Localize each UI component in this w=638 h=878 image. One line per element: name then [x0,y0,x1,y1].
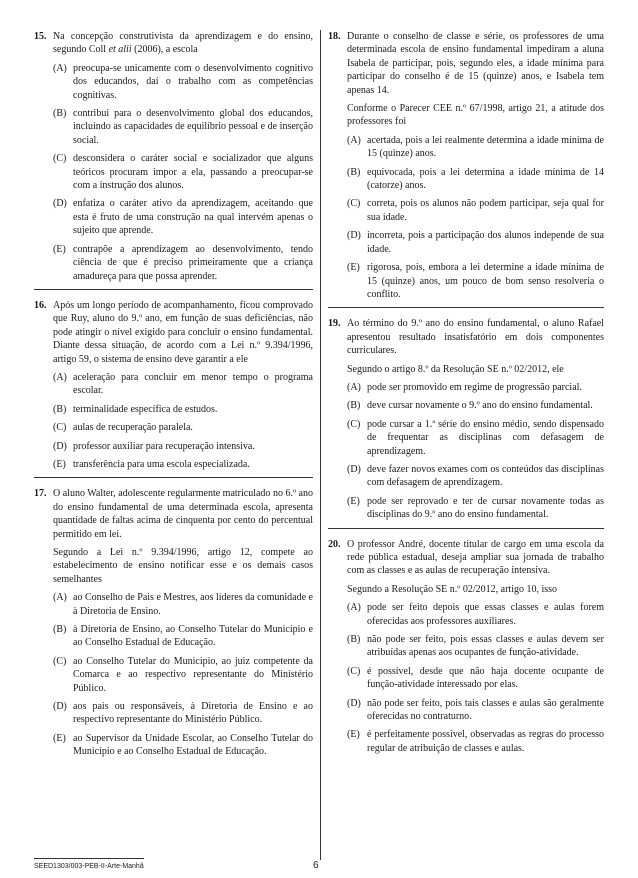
option-b: (B) equivocada, pois a lei determina a idade mínima de 14 (catorze) anos. [347,166,604,192]
option-c: (C) é possível, desde que não haja docente ocupante de função-atividade interessado por elas. [347,665,604,691]
option-b: (B) terminalidade específica de estudos. [53,403,218,415]
option-b: (B) não pode ser feito, pois essas classes e aulas devem ser atribuídas apenas aos ocupantes de função-atividade. [347,634,604,659]
question-number: 17. [34,488,47,500]
option-c: (C) correta, pois os alunos não podem participar, seja qual for sua idade. [347,198,604,223]
question-16 [34,299,313,471]
question-stem: Na concepção construtivista da aprendizagem e do ensino, segundo Coll et alii (2006), a escola [53,31,313,56]
page-number: 6 [313,860,319,871]
question-prompt: Segundo a Lei n.º 9.394/1996, artigo 12, compete ao estabelecimento de ensino notificar esse e os demais casos semelhantes [53,547,313,585]
question-stem: O aluno Walter, adolescente regularmente matriculado no 6.º ano do ensino fundamental de uma determinada escola, apresenta quantidade de faltas acima de cinquenta por cento do percentual permitido em lei. [53,488,313,540]
option-b: (B) à Diretoria de Ensino, ao Conselho Tutelar do Município e ao Conselho Estadual de Educação. [53,624,313,649]
option-c: (C) aulas de recuperação paralela. [53,422,193,434]
option-d: (D) incorreta, pois a participação dos alunos independe de sua idade. [347,230,604,255]
question-19 [328,317,604,521]
option-e: (E) contrapõe a aprendizagem ao desenvolvimento, tendo ciência de que é preciso primeiramente que a criança amadureça para que possa aprender. [53,243,313,282]
option-a: (A) pode ser promovido em regime de progressão parcial. [347,381,582,393]
option-a: (A) pode ser feito depois que essas classes e aulas forem oferecidas aos professores auxiliares. [347,602,604,627]
question-stem: Ao término do 9.º ano do ensino fundamental, o aluno Rafael apresentou resultado insatisfatório em dois componentes curriculares. [347,318,604,357]
option-d: (D) aos pais ou responsáveis, à Diretoria de Ensino e ao respectivo representante do Ministério Público. [53,701,313,726]
question-20 [328,538,604,756]
left-column [34,30,313,764]
question-number: 15. [34,31,47,42]
question-number: 18. [328,31,341,42]
option-a: (A) ao Conselho de Pais e Mestres, aos líderes da comunidade e à Diretoria de Ensino. [53,592,313,617]
option-e: (E) transferência para uma escola especializada. [53,458,250,470]
question-separator [328,307,604,308]
option-list [347,601,604,755]
question-separator [34,289,313,290]
option-d: (D) não pode ser feito, pois tais classes e aulas são geralmente oferecidas no contraturno. [347,697,604,723]
option-list [53,371,313,471]
question-prompt: Conforme o Parecer CEE n.º 67/1998, artigo 21, a atitude dos professores foi [347,103,604,128]
question-17 [34,487,313,758]
option-a: (A) aceleração para concluir em menor tempo o programa escolar. [53,371,313,397]
question-number: 16. [34,299,47,311]
option-d: (D) deve fazer novos exames com os conteúdos das disciplinas com defasagem de aprendizagem. [347,463,604,489]
option-list [347,134,604,301]
footer-rule [34,858,144,859]
question-prompt: Segundo a Resolução SE n.º 02/2012, artigo 10, isso [347,583,558,595]
option-a: (A) preocupa-se unicamente com o desenvolvimento cognitivo dos educandos, daí o trabalho com as competências cognitivas. [53,62,313,101]
option-e: (E) ao Supervisor da Unidade Escolar, ao Conselho Tutelar do Município e ao Conselho Estadual de Educação. [53,732,313,758]
option-c: (C) desconsidera o caráter social e socializador que alguns teóricos procuram impor a ela, passando a preocupar-se com a instrução dos alunos. [53,153,313,192]
question-separator [34,477,313,478]
option-d: (D) professor auxiliar para recuperação intensiva. [53,440,255,452]
right-column [328,30,604,760]
question-18 [328,30,604,301]
question-number: 20. [328,538,341,550]
option-e: (E) pode ser reprovado e ter de cursar novamente todas as disciplinas do 9.º ano do ensino fundamental. [347,495,604,521]
question-stem: Após um longo período de acompanhamento, ficou comprovado que Ruy, aluno do 9.º ano, em função de suas deficiências, não pode atingir o nível exigido para concluir o ensino fundamental. Diante dessa situação, de acordo com a Lei n.º 9.394/1996, artigo 59, o sistema de ensino deve garantir a ele [53,299,313,365]
option-b: (B) contribui para o desenvolvimento global dos educandos, incluindo as capacidades de equilíbrio pessoal e de inserção social. [53,108,313,146]
footer-code: SEED1303/003-PEB-II-Arte-Manhã [34,863,144,870]
question-15 [34,30,313,283]
option-c: (C) ao Conselho Tutelar do Município, ao juiz competente da Comarca e ao respectivo representante do Ministério Público. [53,655,313,694]
option-list [53,62,313,283]
question-prompt: Segundo o artigo 8.º da Resolução SE n.º 02/2012, ele [347,363,564,375]
option-b: (B) deve cursar novamente o 9.º ano do ensino fundamental. [347,400,593,412]
question-separator [328,528,604,529]
option-list [347,381,604,522]
option-e: (E) rigorosa, pois, embora a lei determine a idade mínima de 15 (quinze) anos, um pouco de bom senso resolveria o conflito. [347,262,604,300]
option-list [53,591,313,758]
column-divider [320,30,321,860]
question-number: 19. [328,318,341,330]
question-stem: Durante o conselho de classe e série, os professores de uma determinada escola de ensino fundamental impediram a aluna Isabela de participar, pois, segundo eles, a idade mínima para participar do conselho é de 15 (quinze) anos, e Isabela tem apenas 14. [347,31,604,96]
question-stem: O professor André, docente titular de cargo em uma escola da rede pública estadual, deseja ampliar sua jornada de trabalho com as classes e as aulas de recuperação intensiva. [347,538,604,577]
option-c: (C) pode cursar a 1.ª série do ensino médio, sendo dispensado de frequentar as disciplinas com defasagem de aprendizagem. [347,418,604,457]
option-d: (D) enfatiza o caráter ativo da aprendizagem, aceitando que esta é fruto de uma construção na qual intervém apenas o sujeito que aprende. [53,198,313,237]
option-a: (A) acertada, pois a lei realmente determina a idade mínima de 15 (quinze) anos. [347,134,604,160]
option-e: (E) é perfeitamente possível, observadas as regras do processo regular de atribuição de classes e aulas. [347,729,604,754]
